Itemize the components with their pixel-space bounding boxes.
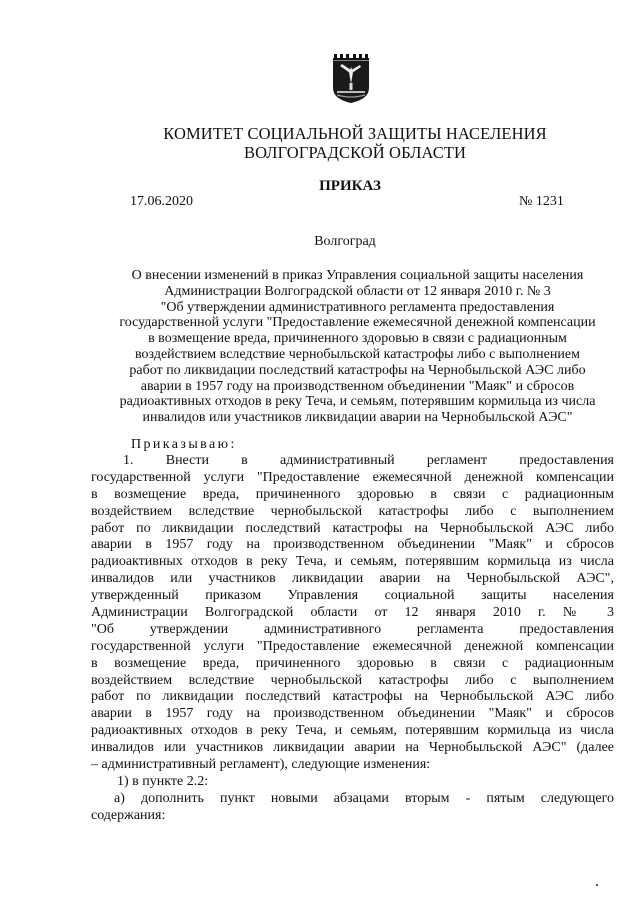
body-line: в возмещение вреда, причиненного здоровью в связи с радиационным [91, 486, 614, 502]
scan-speck [596, 884, 598, 886]
subject-line: инвалидов или участников ликвидации аварии на Чернобыльской АЭС" [142, 410, 573, 426]
document-number: № 1231 [519, 194, 564, 209]
body-line: работ по ликвидации последствий катастрофы на Чернобыльской АЭС либо [91, 520, 614, 536]
subject-line: радиоактивных отходов в реку Теча, и семьям, потерявшим кормильца из числа [119, 394, 596, 410]
document-subject [90, 268, 625, 426]
body-line: государственной услуги "Предоставление ежемесячной денежной компенсации [91, 469, 614, 485]
body-line: содержания: [91, 807, 166, 823]
subject-line: Администрации Волгоградской области от 12 января 2010 г. № 3 [164, 283, 551, 299]
subject-line: "Об утверждении административного регламента предоставления [160, 299, 555, 315]
body-line: радиоактивных отходов в реку Теча, и семьям, потерявшим кормильца из числа [91, 554, 614, 570]
body-line: Администрации Волгоградской области от 12 января 2010 г. № 3 [91, 605, 614, 621]
document-type: ПРИКАЗ [319, 178, 381, 194]
subject-line: государственной услуги "Предоставление ежемесячной денежной компенсации [119, 315, 596, 331]
body-line: работ по ликвидации последствий катастрофы на Чернобыльской АЭС либо [91, 689, 614, 705]
body-line: инвалидов или участников ликвидации аварии на Чернобыльской АЭС", [91, 571, 614, 587]
body-line: утвержденный приказом Управления социальной защиты населения [91, 588, 614, 604]
body-line: инвалидов или участников ликвидации аварии на Чернобыльской АЭС" (далее [91, 740, 614, 756]
body-line: – административный регламент), следующие изменения: [91, 757, 431, 773]
body-line: в возмещение вреда, причиненного здоровью в связи с радиационным [91, 655, 614, 671]
body-line: аварии в 1957 году на производственном объединении "Маяк" и сбросов [91, 706, 614, 722]
body-line: воздействием вследствие чернобыльской катастрофы либо с выполнением [91, 672, 614, 688]
subject-line: О внесении изменений в приказ Управления социальной защиты населения [131, 268, 584, 283]
body-line: воздействием вследствие чернобыльской катастрофы либо с выполнением [91, 503, 614, 519]
volgograd-coat-of-arms-icon [331, 54, 371, 104]
organization-line-1: КОМИТЕТ СОЦИАЛЬНОЙ ЗАЩИТЫ НАСЕЛЕНИЯ [163, 124, 547, 143]
organization-line-2: ВОЛГОГРАДСКОЙ ОБЛАСТИ [243, 143, 467, 162]
document-date: 17.06.2020 [130, 194, 193, 209]
organization-name [80, 124, 630, 162]
body-line: 1. Внести в административный регламент предоставления [123, 453, 614, 468]
order-word: Приказываю: [131, 437, 237, 452]
body-line: радиоактивных отходов в реку Теча, и семьям, потерявшим кормильца из числа [91, 723, 614, 739]
subject-line: аварии в 1957 году на производственном объединении "Маяк" и сбросов [140, 378, 575, 394]
document-city: Волгоград [314, 234, 376, 249]
body-line: аварии в 1957 году на производственном объединении "Маяк" и сбросов [91, 537, 614, 553]
subject-line: воздействием вследствие чернобыльской катастрофы либо с выполнением [135, 346, 580, 362]
body-line: а) дополнить пункт новыми абзацами вторым - пятым следующего [114, 790, 614, 806]
body-line: 1) в пункте 2.2: [117, 773, 209, 789]
subject-line: работ по ликвидации последствий катастрофы на Чернобыльской АЭС либо [129, 362, 586, 378]
body-line: "Об утверждении административного регламента предоставления [91, 621, 614, 637]
body-line: государственной услуги "Предоставление ежемесячной денежной компенсации [91, 638, 614, 654]
subject-line: в возмещение вреда, причиненного здоровью в связи с радиационным [148, 331, 567, 347]
document-body [91, 453, 614, 825]
